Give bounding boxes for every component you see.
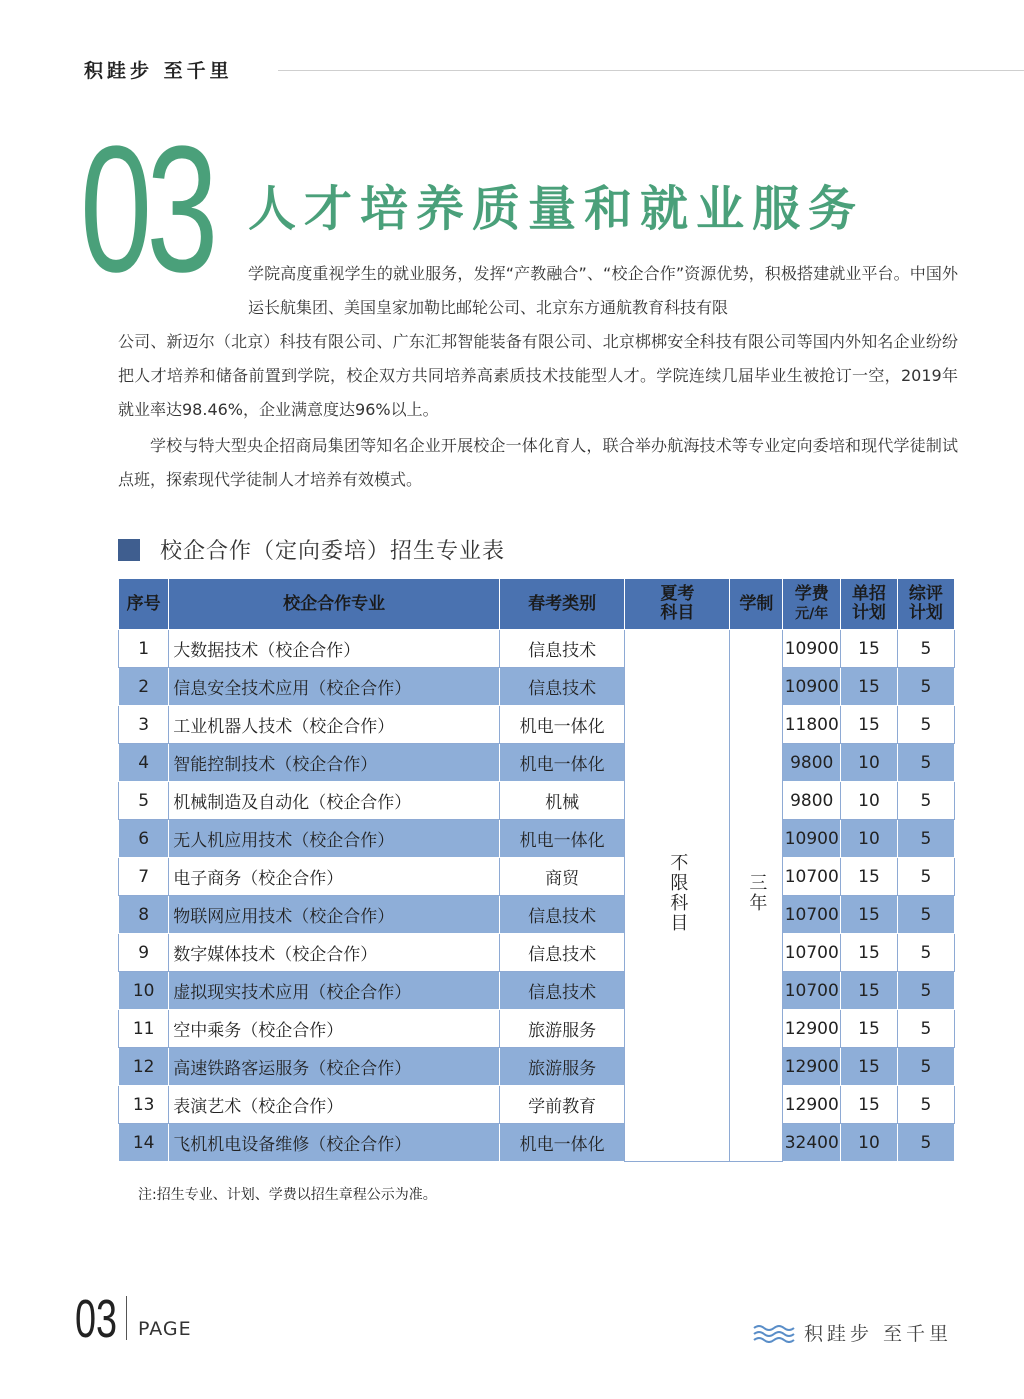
- table-row: [119, 1124, 955, 1162]
- header-eval-line2: 计划: [908, 603, 943, 623]
- cell-major: 飞机机电设备维修（校企合作）: [169, 1124, 500, 1162]
- cell-major: 数字媒体技术（校企合作）: [169, 934, 500, 972]
- cell-plan: 15: [841, 896, 898, 934]
- cell-major: 物联网应用技术（校企合作）: [169, 896, 500, 934]
- cell-plan: 15: [841, 1086, 898, 1124]
- cell-major: 大数据技术（校企合作）: [169, 630, 500, 668]
- cell-eval: 5: [897, 1048, 954, 1086]
- page-label: PAGE: [138, 1318, 192, 1340]
- cell-major: 智能控制技术（校企合作）: [169, 744, 500, 782]
- wave-icon: [752, 1323, 796, 1343]
- cell-major: 表演艺术（校企合作）: [169, 1086, 500, 1124]
- cell-plan: 15: [841, 668, 898, 706]
- table-row: [119, 820, 955, 858]
- table-row: [119, 782, 955, 820]
- cell-seq: 1: [119, 630, 169, 668]
- cell-eval: 5: [897, 1086, 954, 1124]
- table-header-row: [119, 579, 955, 630]
- cell-fee: 10700: [783, 896, 841, 934]
- cell-eval: 5: [897, 744, 954, 782]
- cell-seq: 5: [119, 782, 169, 820]
- header-title: 积跬步 至千里: [84, 60, 233, 82]
- header-summer: [625, 579, 730, 630]
- table-row: [119, 1010, 955, 1048]
- cell-seq: 12: [119, 1048, 169, 1086]
- cell-summer-merged: [625, 630, 730, 1162]
- cell-category: 信息技术: [499, 896, 625, 934]
- cell-fee: 10700: [783, 934, 841, 972]
- header-eval-line1: 综评: [908, 584, 943, 604]
- cell-seq: 7: [119, 858, 169, 896]
- cell-fee: 32400: [783, 1124, 841, 1162]
- header-eval: [897, 579, 954, 630]
- cell-fee: 12900: [783, 1086, 841, 1124]
- cell-plan: 15: [841, 858, 898, 896]
- cell-plan: 15: [841, 706, 898, 744]
- header-duration: 学制: [730, 579, 783, 630]
- header-fee-line1: 学费: [794, 583, 829, 604]
- cell-seq: 10: [119, 972, 169, 1010]
- cell-eval: 5: [897, 706, 954, 744]
- intro-paragraph-part1: 学院高度重视学生的就业服务，发挥“产教融合”、“校企合作”资源优势，积极搭建就业平台。中国外运长航集团、美国皇家加勒比邮轮公司、北京东方通航教育科技有限: [248, 264, 958, 317]
- cell-plan: 15: [841, 934, 898, 972]
- page-number: 03: [75, 1289, 118, 1349]
- cell-fee: 12900: [783, 1048, 841, 1086]
- table-row: [119, 896, 955, 934]
- cell-duration-merged: [730, 630, 783, 1162]
- cell-major: 空中乘务（校企合作）: [169, 1010, 500, 1048]
- table-row: [119, 934, 955, 972]
- cell-category: 机电一体化: [499, 820, 625, 858]
- cell-plan: 15: [841, 1010, 898, 1048]
- cell-category: 商贸: [499, 858, 625, 896]
- cell-plan: 15: [841, 972, 898, 1010]
- cell-major: 工业机器人技术（校企合作）: [169, 706, 500, 744]
- table-row: [119, 706, 955, 744]
- cell-seq: 14: [119, 1124, 169, 1162]
- cell-fee: 9800: [783, 782, 841, 820]
- cell-fee: 10900: [783, 630, 841, 668]
- table-heading: [118, 534, 505, 565]
- cell-eval: 5: [897, 934, 954, 972]
- cell-eval: 5: [897, 630, 954, 668]
- table-note: 注:招生专业、计划、学费以招生章程公示为准。: [138, 1187, 437, 1203]
- cell-fee: 9800: [783, 744, 841, 782]
- cell-major: 机械制造及自动化（校企合作）: [169, 782, 500, 820]
- table-row: [119, 744, 955, 782]
- cell-seq: 3: [119, 706, 169, 744]
- cell-seq: 2: [119, 668, 169, 706]
- section-title: 人才培养质量和就业服务: [248, 181, 865, 237]
- cell-major: 高速铁路客运服务（校企合作）: [169, 1048, 500, 1086]
- cell-eval: 5: [897, 782, 954, 820]
- intro-paragraph-part2: 公司、新迈尔（北京）科技有限公司、广东汇邦智能装备有限公司、北京梆梆安全科技有限公司等国内外知名企业纷纷把人才培养和储备前置到学院，校企双方共同培养高素质技术技能型人才。学院连续几届毕业生被抢订一空，2019年就业率达98.46%，企业满意度达96%以上。: [118, 332, 958, 419]
- cell-major: 电子商务（校企合作）: [169, 858, 500, 896]
- cell-fee: 10700: [783, 972, 841, 1010]
- footer-title: 积跬步 至千里: [804, 1323, 953, 1345]
- majors-table: [118, 578, 955, 1162]
- cell-category: 学前教育: [499, 1086, 625, 1124]
- section-number: 03: [80, 109, 213, 310]
- cell-fee: 10900: [783, 820, 841, 858]
- table-row: [119, 668, 955, 706]
- cell-category: 机电一体化: [499, 706, 625, 744]
- cell-fee: 10900: [783, 668, 841, 706]
- cell-eval: 5: [897, 820, 954, 858]
- header-plan-line1: 单招: [851, 584, 886, 604]
- cell-seq: 9: [119, 934, 169, 972]
- header-seq: 序号: [119, 579, 169, 630]
- header-summer-line1: 夏考: [660, 584, 695, 604]
- header-rule: [278, 70, 1024, 71]
- header-fee-line2: 元/年: [795, 605, 829, 622]
- summer-value: 不限科目: [667, 853, 689, 933]
- table-heading-text: 校企合作（定向委培）招生专业表: [160, 539, 506, 564]
- cell-eval: 5: [897, 1124, 954, 1162]
- header-major: 校企合作专业: [169, 579, 500, 630]
- cell-plan: 10: [841, 744, 898, 782]
- cell-category: 信息技术: [499, 630, 625, 668]
- cell-eval: 5: [897, 1010, 954, 1048]
- cell-major: 虚拟现实技术应用（校企合作）: [169, 972, 500, 1010]
- cell-category: 旅游服务: [499, 1048, 625, 1086]
- cell-category: 机电一体化: [499, 744, 625, 782]
- cell-seq: 11: [119, 1010, 169, 1048]
- cell-fee: 10700: [783, 858, 841, 896]
- table-row: [119, 1048, 955, 1086]
- table-row: [119, 1086, 955, 1124]
- duration-value: 三年: [746, 873, 768, 913]
- header-category: 春考类别: [499, 579, 625, 630]
- cell-seq: 6: [119, 820, 169, 858]
- cell-plan: 10: [841, 782, 898, 820]
- cell-category: 信息技术: [499, 668, 625, 706]
- cell-plan: 10: [841, 820, 898, 858]
- cell-category: 信息技术: [499, 972, 625, 1010]
- cell-plan: 10: [841, 1124, 898, 1162]
- heading-square-icon: [118, 539, 140, 561]
- cell-seq: 8: [119, 896, 169, 934]
- cell-eval: 5: [897, 972, 954, 1010]
- cell-plan: 15: [841, 630, 898, 668]
- cell-plan: 15: [841, 1048, 898, 1086]
- table-row: [119, 858, 955, 896]
- cell-eval: 5: [897, 896, 954, 934]
- cell-category: 机电一体化: [499, 1124, 625, 1162]
- page-divider: [126, 1296, 127, 1340]
- cell-eval: 5: [897, 858, 954, 896]
- cell-fee: 11800: [783, 706, 841, 744]
- table-row: [119, 630, 955, 668]
- cell-category: 信息技术: [499, 934, 625, 972]
- cell-major: 信息安全技术应用（校企合作）: [169, 668, 500, 706]
- header-plan: [841, 579, 898, 630]
- cell-fee: 12900: [783, 1010, 841, 1048]
- header-fee: [783, 579, 841, 630]
- table-row: [119, 972, 955, 1010]
- cell-eval: 5: [897, 668, 954, 706]
- second-paragraph: 学校与特大型央企招商局集团等知名企业开展校企一体化育人，联合举办航海技术等专业定向委培和现代学徒制试点班，探索现代学徒制人才培养有效模式。: [118, 436, 958, 489]
- cell-seq: 13: [119, 1086, 169, 1124]
- cell-category: 机械: [499, 782, 625, 820]
- cell-major: 无人机应用技术（校企合作）: [169, 820, 500, 858]
- cell-seq: 4: [119, 744, 169, 782]
- header-plan-line2: 计划: [851, 603, 886, 623]
- header-summer-line2: 科目: [660, 603, 695, 623]
- cell-category: 旅游服务: [499, 1010, 625, 1048]
